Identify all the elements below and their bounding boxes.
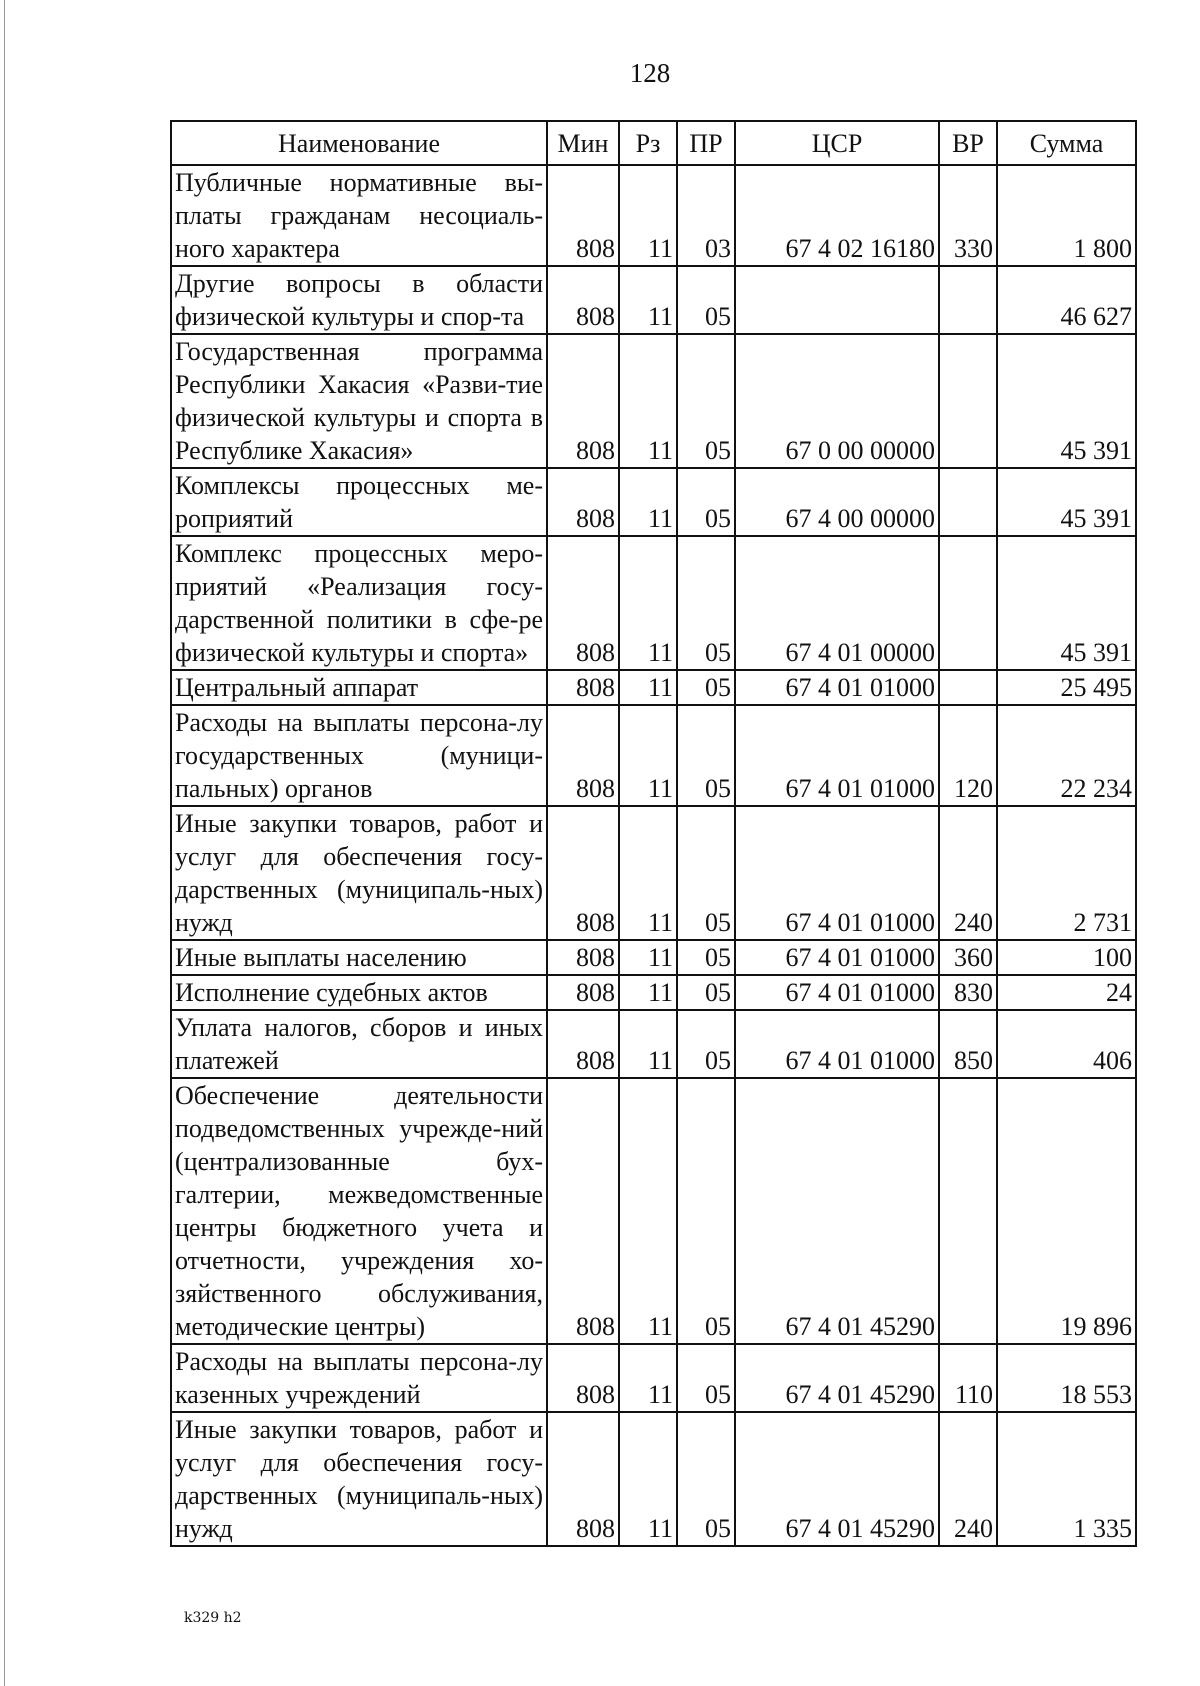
table-row	[171, 468, 1136, 536]
cell-name: Расходы на выплаты персона-лу государственных (муници-пальных) органов	[171, 705, 547, 806]
cell-csr: 67 4 01 01000	[735, 940, 939, 975]
cell-name: Комплекс процессных меро-приятий «Реализация госу-дарственной политики в сфе-ре физической культуры и спорта»	[171, 536, 547, 670]
cell-vr: 850	[939, 1010, 997, 1078]
cell-name: Иные закупки товаров, работ и услуг для обеспечения госу-дарственных (муниципаль-ных) нужд	[171, 1412, 547, 1546]
cell-vr	[939, 1078, 997, 1344]
cell-name: Обеспечение деятельности подведомственных учрежде-ний (централизованные бух-галтерии, межведомственные центры бюджетного учета и отчетности, учреждения хо-зяйственного обслуживания, методические центры)	[171, 1078, 547, 1344]
cell-csr: 67 4 01 01000	[735, 1010, 939, 1078]
cell-name: Центральный аппарат	[171, 670, 547, 705]
cell-csr: 67 4 01 45290	[735, 1412, 939, 1546]
cell-name: Уплата налогов, сборов и иных платежей	[171, 1010, 547, 1078]
cell-rz: 11	[619, 975, 677, 1010]
cell-min: 808	[547, 1010, 619, 1078]
cell-rz: 11	[619, 468, 677, 536]
cell-sum: 22 234	[997, 705, 1136, 806]
cell-vr: 240	[939, 1412, 997, 1546]
cell-pr: 05	[677, 1010, 735, 1078]
page-edge-line	[4, 0, 5, 1686]
header-row	[171, 121, 1136, 165]
cell-vr: 110	[939, 1344, 997, 1412]
cell-sum: 46 627	[997, 266, 1136, 334]
cell-pr: 05	[677, 536, 735, 670]
cell-rz: 11	[619, 1412, 677, 1546]
table-row	[171, 165, 1136, 266]
cell-pr: 05	[677, 975, 735, 1010]
cell-name: Расходы на выплаты персона-лу казенных учреждений	[171, 1344, 547, 1412]
cell-sum: 45 391	[997, 536, 1136, 670]
cell-vr: 120	[939, 705, 997, 806]
header-name: Наименование	[171, 121, 547, 165]
cell-pr: 05	[677, 806, 735, 940]
table-row	[171, 1344, 1136, 1412]
cell-pr: 05	[677, 670, 735, 705]
cell-rz: 11	[619, 165, 677, 266]
cell-pr: 05	[677, 334, 735, 468]
cell-pr: 05	[677, 1344, 735, 1412]
cell-csr: 67 4 01 01000	[735, 705, 939, 806]
cell-csr: 67 0 00 00000	[735, 334, 939, 468]
page-number: 128	[629, 58, 671, 88]
cell-vr: 360	[939, 940, 997, 975]
cell-vr: 330	[939, 165, 997, 266]
cell-min: 808	[547, 1412, 619, 1546]
cell-sum: 45 391	[997, 468, 1136, 536]
cell-sum: 406	[997, 1010, 1136, 1078]
cell-min: 808	[547, 468, 619, 536]
cell-name: Исполнение судебных актов	[171, 975, 547, 1010]
cell-csr	[735, 266, 939, 334]
cell-pr: 05	[677, 1412, 735, 1546]
cell-min: 808	[547, 1078, 619, 1344]
table-row	[171, 1078, 1136, 1344]
cell-csr: 67 4 01 45290	[735, 1344, 939, 1412]
cell-pr: 05	[677, 705, 735, 806]
cell-name: Иные закупки товаров, работ и услуг для обеспечения госу-дарственных (муниципаль-ных) нужд	[171, 806, 547, 940]
cell-csr: 67 4 01 01000	[735, 975, 939, 1010]
cell-min: 808	[547, 165, 619, 266]
header-min: Мин	[547, 121, 619, 165]
cell-csr: 67 4 01 01000	[735, 806, 939, 940]
cell-sum: 19 896	[997, 1078, 1136, 1344]
cell-min: 808	[547, 940, 619, 975]
header-pr: ПР	[677, 121, 735, 165]
cell-min: 808	[547, 266, 619, 334]
cell-min: 808	[547, 806, 619, 940]
cell-name: Комплексы процессных ме-роприятий	[171, 468, 547, 536]
cell-sum: 1 800	[997, 165, 1136, 266]
cell-csr: 67 4 00 00000	[735, 468, 939, 536]
table-row	[171, 940, 1136, 975]
cell-min: 808	[547, 1344, 619, 1412]
cell-rz: 11	[619, 1078, 677, 1344]
cell-rz: 11	[619, 1010, 677, 1078]
cell-name: Государственная программа Республики Хакасия «Разви-тие физической культуры и спорта в Республике Хакасия»	[171, 334, 547, 468]
cell-csr: 67 4 01 00000	[735, 536, 939, 670]
cell-vr	[939, 468, 997, 536]
table-row	[171, 806, 1136, 940]
cell-name: Публичные нормативные вы-платы гражданам несоциаль-ного характера	[171, 165, 547, 266]
cell-min: 808	[547, 975, 619, 1010]
footer-code: k329 h2	[184, 1610, 242, 1626]
cell-min: 808	[547, 334, 619, 468]
cell-vr	[939, 334, 997, 468]
table-row	[171, 705, 1136, 806]
header-rz: Рз	[619, 121, 677, 165]
table-row	[171, 334, 1136, 468]
cell-rz: 11	[619, 670, 677, 705]
cell-sum: 1 335	[997, 1412, 1136, 1546]
cell-pr: 05	[677, 266, 735, 334]
cell-csr: 67 4 01 45290	[735, 1078, 939, 1344]
cell-pr: 05	[677, 468, 735, 536]
header-sum: Сумма	[997, 121, 1136, 165]
cell-rz: 11	[619, 1344, 677, 1412]
cell-rz: 11	[619, 806, 677, 940]
cell-sum: 18 553	[997, 1344, 1136, 1412]
cell-min: 808	[547, 705, 619, 806]
cell-vr: 240	[939, 806, 997, 940]
cell-sum: 2 731	[997, 806, 1136, 940]
cell-pr: 03	[677, 165, 735, 266]
cell-name: Другие вопросы в области физической культуры и спор-та	[171, 266, 547, 334]
cell-csr: 67 4 02 16180	[735, 165, 939, 266]
table-row	[171, 1010, 1136, 1078]
table-row	[171, 266, 1136, 334]
cell-csr: 67 4 01 01000	[735, 670, 939, 705]
cell-rz: 11	[619, 705, 677, 806]
table-row	[171, 1412, 1136, 1546]
cell-name: Иные выплаты населению	[171, 940, 547, 975]
cell-sum: 25 495	[997, 670, 1136, 705]
cell-min: 808	[547, 670, 619, 705]
cell-vr	[939, 670, 997, 705]
cell-rz: 11	[619, 266, 677, 334]
cell-rz: 11	[619, 940, 677, 975]
header-csr: ЦСР	[735, 121, 939, 165]
cell-pr: 05	[677, 1078, 735, 1344]
cell-vr	[939, 266, 997, 334]
cell-vr	[939, 536, 997, 670]
table-row	[171, 670, 1136, 705]
cell-vr: 830	[939, 975, 997, 1010]
header-vr: ВР	[939, 121, 997, 165]
cell-sum: 45 391	[997, 334, 1136, 468]
cell-pr: 05	[677, 940, 735, 975]
table-row	[171, 536, 1136, 670]
cell-sum: 100	[997, 940, 1136, 975]
cell-rz: 11	[619, 334, 677, 468]
budget-table	[170, 120, 1137, 1547]
table-row	[171, 975, 1136, 1010]
cell-rz: 11	[619, 536, 677, 670]
cell-sum: 24	[997, 975, 1136, 1010]
cell-min: 808	[547, 536, 619, 670]
